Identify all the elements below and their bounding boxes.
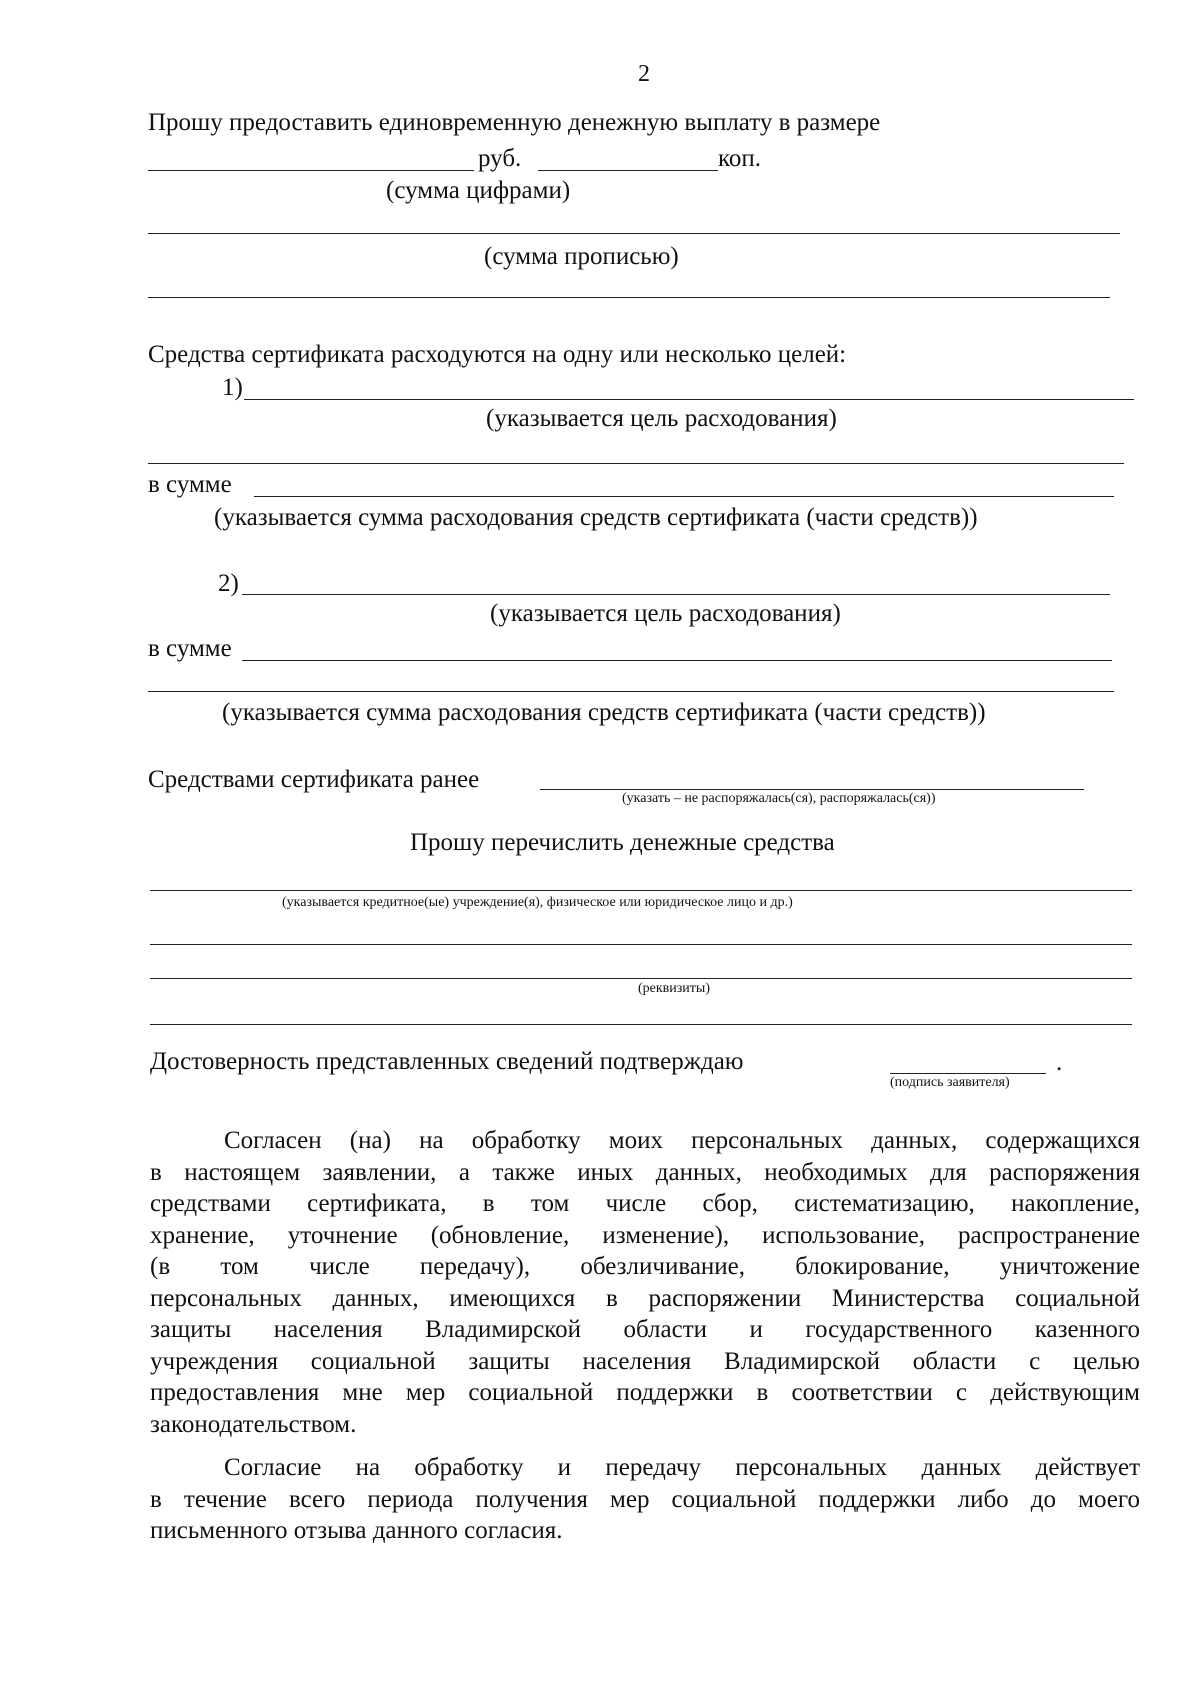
caption-sum-words: (сумма прописью) bbox=[484, 243, 679, 270]
consent-line: законодательством. bbox=[150, 1410, 357, 1438]
purpose-1-number: 1) bbox=[222, 374, 243, 401]
caption-sum-2: (указывается сумма расходования средств сертификата (части средств)) bbox=[222, 699, 986, 726]
in-sum-1-label: в сумме bbox=[148, 471, 232, 498]
purpose-2-number: 2) bbox=[218, 570, 239, 597]
validity-line: в течение всего периода получения мер социальной поддержки либо до моего bbox=[150, 1485, 1140, 1513]
consent-line: учреждения социальной защиты населения Владимирской области с целью bbox=[150, 1347, 1140, 1375]
caption-purpose-1: (указывается цель расходования) bbox=[486, 405, 837, 432]
previous-field[interactable] bbox=[540, 789, 1084, 790]
consent-line: защиты населения Владимирской области и государственного казенного bbox=[150, 1316, 1140, 1343]
consent-line: в настоящем заявлении, а также иных данных, необходимых для распоряжения bbox=[150, 1158, 1140, 1186]
consent-line: средствами сертификата, в том числе сбор, систематизацию, накопление, bbox=[150, 1190, 1140, 1217]
consent-paragraph bbox=[150, 1125, 1140, 1440]
sum-2-field[interactable] bbox=[242, 660, 1112, 661]
consent-line: Согласен (на) на обработку моих персональных данных, содержащихся bbox=[224, 1127, 1140, 1154]
consent-line: хранение, уточнение (обновление, изменение), использование, распространение bbox=[150, 1221, 1140, 1249]
request-line: Прошу предоставить единовременную денежную выплату в размере bbox=[148, 109, 881, 136]
transfer-heading: Прошу перечислить денежные средства bbox=[410, 829, 835, 856]
consent-line: персональных данных, имеющихся в распоряжении Министерства социальной bbox=[150, 1284, 1140, 1312]
amount-rub-field[interactable] bbox=[148, 170, 474, 171]
amount-words-field-2[interactable] bbox=[148, 297, 1110, 298]
confirm-label: Достоверность представленных сведений подтверждаю bbox=[150, 1048, 744, 1075]
purpose-2-field[interactable] bbox=[242, 594, 1110, 595]
consent-line: предоставления мне мер социальной поддержки в соответствии с действующим bbox=[150, 1379, 1140, 1406]
caption-requisites: (реквизиты) bbox=[638, 981, 710, 996]
consent-validity-paragraph bbox=[150, 1452, 1140, 1547]
requisites-field-3[interactable] bbox=[150, 1024, 1132, 1025]
caption-recipient: (указывается кредитное(ые) учреждение(я), физическое или юридическое лицо и др.) bbox=[282, 895, 793, 910]
purposes-intro: Средства сертификата расходуются на одну или несколько целей: bbox=[148, 341, 847, 368]
validity-line: письменного отзыва данного согласия. bbox=[150, 1517, 563, 1544]
rub-label: руб. bbox=[478, 145, 522, 172]
signature-field[interactable] bbox=[890, 1073, 1046, 1074]
requisites-field-2[interactable] bbox=[150, 978, 1132, 979]
sum-2-field-2[interactable] bbox=[148, 691, 1114, 692]
validity-line: Согласие на обработку и передачу персональных данных действует bbox=[224, 1454, 1140, 1481]
amount-kop-field[interactable] bbox=[538, 170, 718, 171]
purpose-1-field-2[interactable] bbox=[148, 463, 1124, 464]
sum-1-field[interactable] bbox=[254, 496, 1114, 497]
previous-label: Средствами сертификата ранее bbox=[148, 766, 480, 793]
kop-label: коп. bbox=[718, 145, 762, 172]
purpose-1-field[interactable] bbox=[244, 399, 1134, 400]
caption-purpose-2: (указывается цель расходования) bbox=[490, 600, 841, 627]
caption-sum-1: (указывается сумма расходования средств сертификата (части средств)) bbox=[214, 504, 978, 531]
caption-sum-digits: (сумма цифрами) bbox=[386, 177, 571, 204]
page-number: 2 bbox=[638, 61, 650, 87]
caption-signature: (подпись заявителя) bbox=[890, 1075, 1010, 1090]
amount-words-field-1[interactable] bbox=[148, 233, 1120, 234]
caption-previous: (указать – не распоряжалась(ся), распоряжалась(ся)) bbox=[622, 791, 936, 806]
confirm-dot: . bbox=[1056, 1049, 1063, 1076]
recipient-field[interactable] bbox=[150, 890, 1132, 891]
requisites-field-1[interactable] bbox=[150, 944, 1132, 945]
in-sum-2-label: в сумме bbox=[148, 635, 232, 662]
consent-line: (в том числе передачу), обезличивание, блокирование, уничтожение bbox=[150, 1253, 1140, 1280]
